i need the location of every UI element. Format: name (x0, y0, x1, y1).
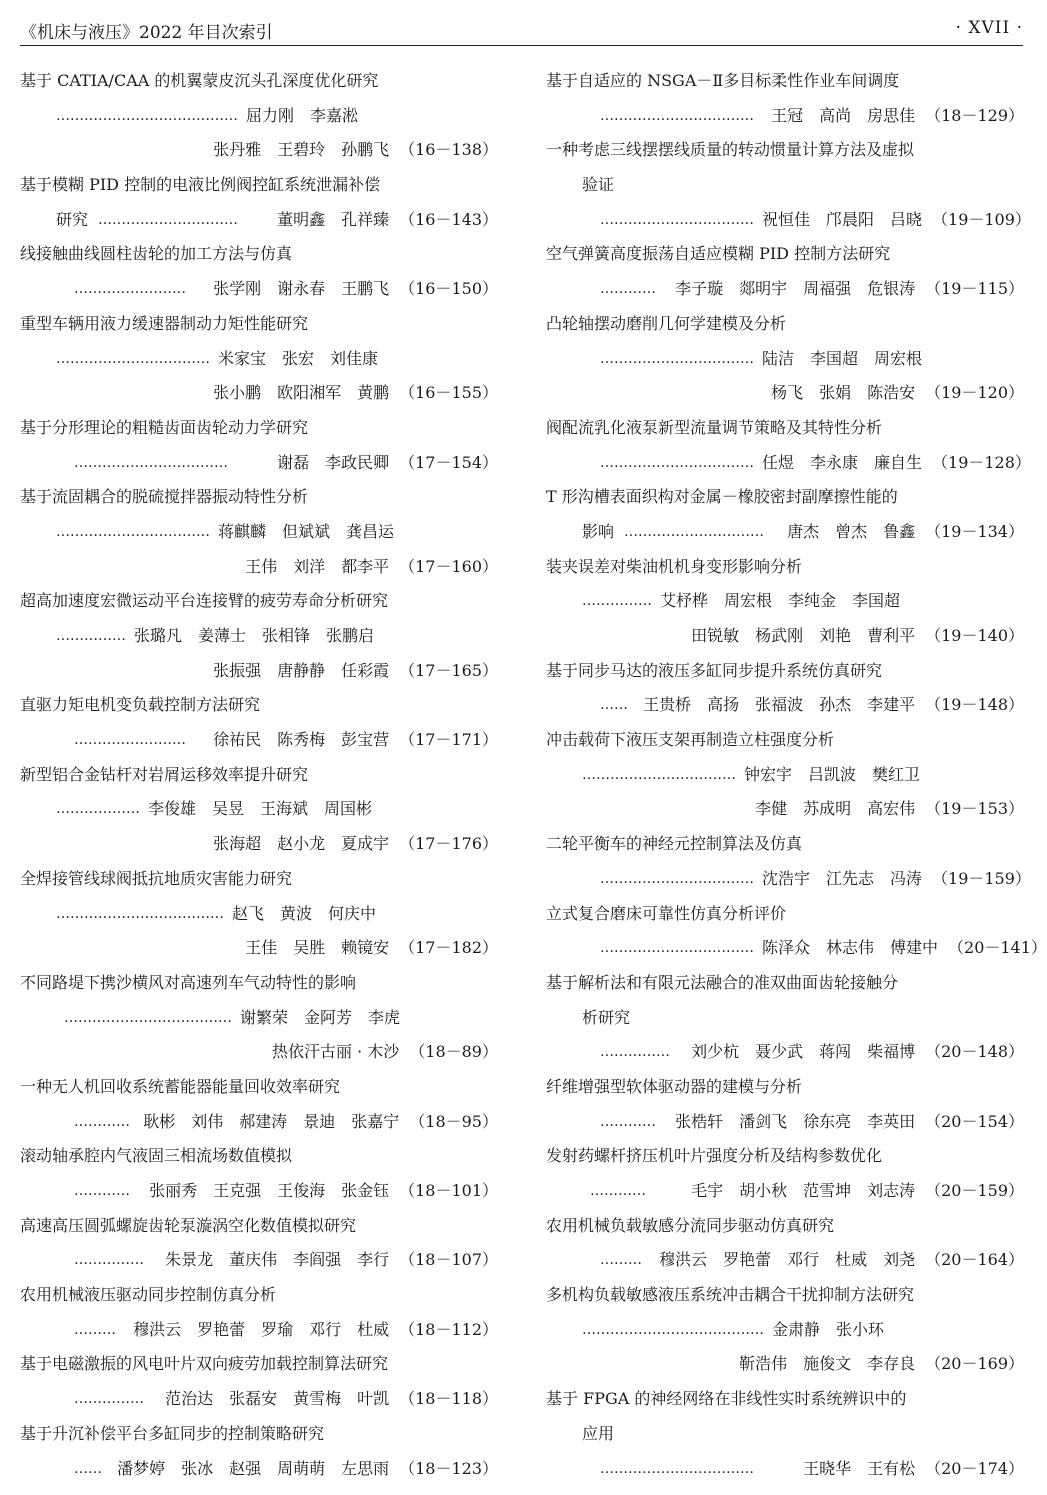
entry-authors-line (20, 897, 498, 932)
entry-authors: 王晓华 王有松 (803, 1458, 916, 1478)
entry-authors-line (546, 688, 1024, 723)
entry-authors: 李健 苏成明 高宏伟 (755, 799, 916, 819)
entry-authors-line (20, 1001, 498, 1036)
entry-authors: 张振强 唐静静 任彩霞 (213, 660, 390, 680)
entry-authors-line (20, 1174, 498, 1209)
issue-page-ref: （20－174） (925, 1458, 1024, 1478)
entry-authors: 祝恒佳 邝晨阳 吕晓 (762, 209, 923, 229)
entry-lead (582, 1313, 764, 1348)
entry-authors: 陈泽众 林志伟 傅建中 (762, 938, 939, 958)
issue-page-ref: （19－134） (925, 521, 1024, 541)
leader-dots: ………… (74, 1183, 130, 1199)
page-header (20, 14, 1023, 48)
entry-authors-line (20, 342, 498, 377)
leader-dots: …………… (74, 1391, 144, 1408)
entry-authors: 任煜 李永康 廉自生 (762, 452, 923, 472)
leader-dots: ………… (600, 281, 656, 298)
leader-dots: ……………… (56, 801, 140, 818)
entry-authors-line (20, 654, 498, 689)
entry-lead (600, 1243, 642, 1278)
entry-authors-line (20, 272, 498, 307)
entry-authors-line (546, 1035, 1024, 1070)
leader-dots: …………………………… (600, 870, 754, 887)
entry-lead (56, 515, 210, 550)
entry-authors-line (20, 931, 498, 966)
entry-lead (600, 342, 754, 377)
leader-dots: …………… (74, 1252, 144, 1269)
entry-authors-line (20, 133, 498, 168)
leader-dots: ………………………………… (582, 1321, 764, 1338)
leader-dots: …………………… (74, 281, 186, 298)
entry-title: 全焊接管线球阀抵抗地质灾害能力研究 (20, 868, 293, 888)
entry-authors: 热依汗古丽 · 木沙 (272, 1042, 400, 1062)
entry-lead (74, 1382, 144, 1417)
entry-lead (600, 99, 754, 134)
entry-title: 纤维增强型软体驱动器的建模与分析 (546, 1076, 803, 1096)
entry-title: 不同路堤下携沙横风对高速列车气动特性的影响 (20, 972, 357, 992)
issue-page-ref: （16－143） (399, 209, 498, 229)
leader-dots: …… (600, 697, 628, 714)
entry-title: 滚动轴承腔内气液固三相流场数值模拟 (20, 1146, 293, 1166)
entry-authors: 刘少杭 聂少武 蒋闯 柴福博 (691, 1042, 916, 1062)
entry-lead (74, 1313, 116, 1348)
entry-title-continued: 析研究 (582, 1007, 631, 1027)
leader-dots: …………… (56, 628, 126, 644)
entry-authors: 董明鑫 孔祥臻 (277, 209, 390, 229)
issue-page-ref: （19－109） (932, 209, 1031, 229)
entry-title: 凸轮轴摆动磨削几何学建模及分析 (546, 313, 787, 333)
entry-lead (582, 515, 764, 550)
issue-page-ref: （16－155） (399, 383, 498, 403)
entry-title: 二轮平衡车的神经元控制算法及仿真 (546, 834, 803, 854)
entry-authors-line (546, 1313, 1024, 1348)
entry-lead (74, 272, 186, 307)
entry-authors-line (20, 1382, 498, 1417)
entry-lead (56, 792, 140, 827)
leader-dots: …… (74, 1460, 102, 1477)
issue-page-ref: （18－89） (409, 1042, 498, 1062)
entry-authors: 王伟 刘洋 都李平 (245, 556, 390, 576)
issue-page-ref: （17－160） (399, 556, 498, 576)
entry-authors-line (546, 862, 1031, 897)
leader-dots: …………………………… (600, 454, 754, 471)
entry-authors-line (546, 376, 1024, 411)
entry-authors: 田锐敏 杨武刚 刘艳 曹利平 (691, 626, 916, 645)
leader-dots: …………………………… (56, 523, 210, 540)
leader-dots: ………………………………… (56, 107, 238, 124)
entry-authors-line (546, 619, 1024, 654)
entry-lead (74, 1243, 144, 1278)
entry-authors: 张丽秀 王克强 王俊海 张金钰 (149, 1181, 390, 1200)
entry-authors-line (546, 515, 1024, 550)
issue-page-ref: （17－154） (399, 452, 498, 472)
leader-dots: ……… (74, 1321, 116, 1338)
entry-lead (56, 619, 126, 654)
issue-page-ref: （19－153） (925, 799, 1024, 819)
entry-authors: 米家宝 张宏 刘佳康 (218, 348, 379, 368)
issue-page-ref: （17－165） (399, 660, 498, 680)
entry-authors: 屈力刚 李嘉淞 (246, 105, 359, 125)
issue-page-ref: （18－95） (409, 1111, 498, 1131)
entry-title: 新型铝合金钻杆对岩屑运移效率提升研究 (20, 764, 309, 784)
entry-authors-line (20, 99, 498, 134)
entry-authors: 赵飞 黄波 何庆中 (232, 903, 377, 923)
entry-title: 装夹误差对柴油机机身变形影响分析 (546, 556, 803, 576)
entry-authors-line (20, 723, 498, 758)
entry-title-continued: 研究 (56, 209, 89, 229)
entry-authors-line (20, 550, 498, 585)
entry-authors-line (546, 1347, 1024, 1382)
entry-title: 一种无人机回收系统蓄能器能量回收效率研究 (20, 1076, 341, 1096)
entry-title: 基于电磁激振的风电叶片双向疲劳加载控制算法研究 (20, 1354, 389, 1374)
entry-authors: 王佳 吴胜 赖镜安 (245, 938, 390, 958)
issue-page-ref: （18－123） (399, 1458, 498, 1478)
leader-dots: …………… (600, 1044, 670, 1061)
entry-authors: 张海超 赵小龙 夏成宇 (213, 834, 390, 854)
entry-authors-line (20, 1452, 498, 1487)
entry-lead (74, 1174, 130, 1209)
entry-authors-line (546, 446, 1031, 481)
issue-page-ref: （17－176） (399, 834, 498, 854)
entry-authors: 陆洁 李国超 周宏根 (762, 348, 923, 368)
entry-authors: 范治达 张磊安 黄雪梅 叶凯 (165, 1389, 390, 1409)
issue-page-ref: （19－120） (925, 383, 1024, 403)
left-column (20, 64, 498, 1486)
issue-page-ref: （20－159） (925, 1181, 1024, 1200)
entry-lead (582, 584, 652, 619)
entry-authors-line (20, 203, 498, 238)
entry-authors-line (20, 827, 498, 862)
entry-authors: 朱景龙 董庆伟 李阎强 李行 (165, 1250, 390, 1270)
entry-authors: 蒋麒麟 但斌斌 龚昌运 (218, 521, 395, 541)
entry-title: 基于模糊 PID 控制的电液比例阀控缸系统泄漏补偿 (20, 175, 381, 195)
entry-authors-line (546, 99, 1024, 134)
right-column (546, 64, 1047, 1486)
entry-authors-line (546, 1174, 1024, 1209)
entry-lead (56, 99, 238, 134)
header-rule (20, 45, 1023, 46)
entry-lead (600, 1105, 656, 1140)
entry-title: 多机构负载敏感液压系统冲击耦合干扰抑制方法研究 (546, 1285, 915, 1305)
issue-page-ref: （18－118） (399, 1389, 498, 1409)
leader-dots: ……………………………… (64, 1009, 232, 1026)
entry-authors: 张小鹏 欧阳湘军 黄鹏 (213, 383, 390, 403)
entry-title: 发射药螺杆挤压机叶片强度分析及结构参数优化 (546, 1146, 883, 1166)
entry-authors: 耿彬 刘伟 郝建涛 景迪 张嘉宁 (143, 1111, 400, 1131)
entry-title: 基于流固耦合的脱硫搅拌器振动特性分析 (20, 487, 309, 507)
entry-lead (74, 1105, 130, 1140)
entry-authors: 张学刚 谢永春 王鹏飞 (213, 279, 390, 299)
entry-authors: 穆洪云 罗艳蕾 邓行 杜威 刘尧 (659, 1250, 916, 1270)
entry-lead (56, 342, 210, 377)
leader-dots: ……… (600, 1252, 642, 1269)
entry-authors: 徐祐民 陈秀梅 彭宝营 (213, 730, 390, 750)
entry-authors-line (546, 758, 1024, 793)
issue-page-ref: （19－115） (925, 279, 1024, 299)
entry-lead (74, 723, 186, 758)
entry-authors: 钟宏宇 吕凯波 樊红卫 (744, 764, 921, 784)
entry-lead (600, 446, 754, 481)
entry-title: 基于 CATIA/CAA 的机翼蒙皮沉头孔深度优化研究 (20, 71, 379, 90)
entry-authors-line (546, 792, 1024, 827)
entry-authors: 唐杰 曾杰 鲁鑫 (787, 521, 916, 541)
issue-page-ref: （20－169） (925, 1354, 1024, 1374)
issue-page-ref: （17－182） (399, 938, 498, 958)
issue-page-ref: （19－140） (925, 626, 1024, 645)
leader-dots: …………………… (74, 732, 186, 749)
entry-authors: 张梏轩 潘剑飞 徐东亮 李英田 (675, 1111, 916, 1131)
entry-lead (64, 1001, 232, 1036)
entry-title: 基于同步马达的液压多缸同步提升系统仿真研究 (546, 660, 883, 680)
entry-lead (600, 272, 656, 307)
entry-title: 阀配流乳化液泵新型流量调节策略及其特性分析 (546, 417, 883, 437)
entry-lead (74, 446, 228, 481)
entry-title: 农用机械负载敏感分流同步驱动仿真研究 (546, 1215, 835, 1235)
entry-authors-line (20, 446, 498, 481)
entry-authors-line (20, 515, 498, 550)
entry-authors-line (546, 1452, 1024, 1487)
entry-authors-line (546, 1243, 1024, 1278)
entry-lead (600, 1452, 754, 1487)
journal-index-title: 《机床与液压》2022 年目次索引 (20, 23, 273, 43)
issue-page-ref: （18－129） (925, 105, 1024, 125)
issue-page-ref: （19－148） (925, 695, 1024, 715)
entry-authors: 杨飞 张娟 陈浩安 (771, 383, 916, 403)
entry-title: 空气弹簧高度振荡自适应模糊 PID 控制方法研究 (546, 244, 891, 264)
entry-lead (600, 1035, 670, 1070)
entry-authors-line (20, 1035, 498, 1070)
entry-title: 基于自适应的 NSGA－Ⅱ多目标柔性作业车间调度 (546, 71, 900, 90)
leader-dots: ………… (74, 1113, 130, 1130)
entry-authors: 沈浩宇 江先志 冯涛 (762, 868, 923, 888)
entry-title-continued: 验证 (582, 175, 615, 195)
issue-page-ref: （20－141） (948, 938, 1047, 958)
leader-dots: …………………………… (600, 1460, 754, 1477)
leader-dots: ………… (600, 1113, 656, 1130)
leader-dots: …………… (582, 593, 652, 610)
entry-lead (600, 931, 754, 966)
entry-lead (600, 862, 754, 897)
entry-authors: 毛宇 胡小秋 范雪坤 刘志涛 (691, 1181, 916, 1200)
entry-title-continued: 影响 (582, 521, 615, 541)
entry-authors: 王贵桥 高扬 张福波 孙杰 李建平 (643, 695, 916, 715)
entry-title: 重型车辆用液力缓速器制动力矩性能研究 (20, 313, 309, 333)
entry-lead (582, 758, 736, 793)
entry-lead (74, 1452, 102, 1487)
entry-authors-line (546, 203, 1031, 238)
leader-dots: ………………………… (98, 211, 239, 228)
entry-authors-line (20, 1105, 498, 1140)
leader-dots: …………………………… (74, 454, 228, 471)
entry-authors-line (546, 1105, 1024, 1140)
issue-page-ref: （19－128） (932, 452, 1031, 472)
entry-title: 超高加速度宏微运动平台连接臂的疲劳寿命分析研究 (20, 591, 389, 611)
entry-authors: 李俊雄 吴昱 王海斌 周国彬 (148, 799, 373, 819)
issue-page-ref: （20－154） (925, 1111, 1024, 1131)
issue-page-ref: （18－101） (399, 1181, 498, 1200)
entry-lead (600, 688, 628, 723)
entry-authors-line (20, 792, 498, 827)
entry-title-continued: 应用 (582, 1423, 615, 1443)
entry-authors: 靳浩伟 施俊文 李存良 (739, 1354, 916, 1374)
issue-page-ref: （19－159） (932, 868, 1031, 888)
entry-authors: 谢繁荣 金阿芳 李虎 (240, 1007, 401, 1027)
leader-dots: …………………………… (600, 211, 754, 228)
entry-authors-line (546, 272, 1024, 307)
issue-page-ref: （16－138） (399, 140, 498, 160)
issue-page-ref: （17－171） (399, 730, 498, 750)
entry-authors: 谢磊 李政民卿 (277, 452, 390, 472)
entry-authors-line (20, 619, 498, 654)
entry-authors-line (546, 931, 1047, 966)
entry-title: 基于分形理论的粗糙齿面齿轮动力学研究 (20, 417, 309, 437)
entry-lead (56, 897, 224, 932)
entry-authors: 李子璇 郯明宇 周福强 危银涛 (675, 279, 916, 299)
entry-title: 基于 FPGA 的神经网络在非线性实时系统辨识中的 (546, 1389, 907, 1409)
entry-authors-line (20, 1243, 498, 1278)
entry-authors: 艾杼桦 周宏根 李纯金 李国超 (660, 591, 901, 611)
leader-dots: ………… (590, 1183, 646, 1199)
issue-page-ref: （20－164） (925, 1250, 1024, 1270)
leader-dots: …………………………… (56, 350, 210, 367)
leader-dots: …………………………… (600, 350, 754, 367)
entry-title: 农用机械液压驱动同步控制仿真分析 (20, 1285, 277, 1305)
entry-authors-line (546, 584, 1024, 619)
entry-authors: 潘梦婷 张冰 赵强 周萌萌 左思雨 (117, 1458, 390, 1478)
entry-authors: 张璐凡 姜薄士 张相锋 张鹏启 (134, 626, 375, 645)
entry-authors: 王冠 高尚 房思佳 (771, 105, 916, 125)
page-number: · XVII · (955, 18, 1023, 38)
issue-page-ref: （18－112） (399, 1319, 498, 1339)
entry-title: 线接触曲线圆柱齿轮的加工方法与仿真 (20, 244, 293, 264)
issue-page-ref: （20－148） (925, 1042, 1024, 1062)
entry-title: 立式复合磨床可靠性仿真分析评价 (546, 903, 787, 923)
entry-authors: 张丹雅 王碧玲 孙鹏飞 (213, 140, 390, 160)
entry-title: 基于升沉补偿平台多缸同步的控制策略研究 (20, 1423, 325, 1443)
entry-title: 直驱力矩电机变负载控制方法研究 (20, 695, 261, 715)
entry-title: 冲击载荷下液压支架再制造立柱强度分析 (546, 730, 835, 750)
entry-authors-line (20, 376, 498, 411)
entry-title: 一种考虑三线摆摆线质量的转动惯量计算方法及虚拟 (546, 140, 915, 160)
entry-title: T 形沟槽表面织构对金属－橡胶密封副摩擦性能的 (546, 487, 898, 507)
entry-authors-line (546, 342, 1024, 377)
entry-authors: 穆洪云 罗艳蕾 罗瑜 邓行 杜威 (133, 1319, 390, 1339)
entry-lead (590, 1174, 646, 1209)
leader-dots: …………………………… (582, 766, 736, 783)
issue-page-ref: （16－150） (399, 279, 498, 299)
entry-authors: 金肃静 张小环 (772, 1319, 885, 1339)
leader-dots: ……………………………… (56, 905, 224, 922)
entry-title: 高速高压圆弧螺旋齿轮泵漩涡空化数值模拟研究 (20, 1215, 357, 1235)
leader-dots: …………………………… (600, 940, 754, 957)
entry-lead (56, 203, 238, 238)
issue-page-ref: （18－107） (399, 1250, 498, 1270)
entry-title: 基于解析法和有限元法融合的准双曲面齿轮接触分 (546, 972, 899, 992)
leader-dots: ………………………… (624, 523, 765, 540)
entry-lead (600, 203, 754, 238)
leader-dots: …………………………… (600, 107, 754, 124)
entry-authors-line (20, 1313, 498, 1348)
